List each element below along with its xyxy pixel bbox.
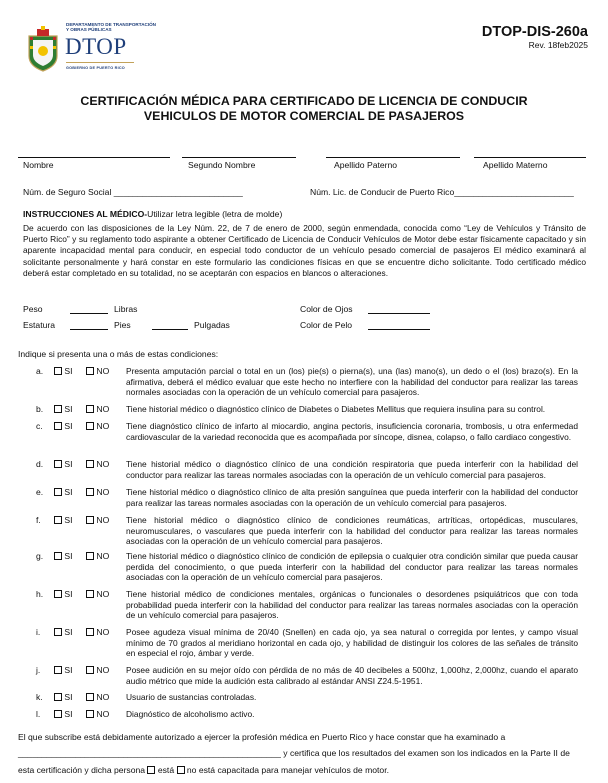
no-label: NO [96,515,110,525]
instructions-body: De acuerdo con las disposiciones de la Ley Núm. 22, de 7 de enero de 2000, según enmendada, conocida como “Ley de Vehículos y Tránsito de Puerto Rico” y su reglamento todo aspirante a obtener Certificado de Licencia de Conducir Vehículos de Motor debe estar físicamente capacitado y sin aparente incapacidad mental para conducir, en especial todo conductor de un vehículo pesado comercial de pasajeros El médico examinará al solicitante personalmente y hará constar en este formulario las condiciones físicas en que se encuentre dicho solicitante. Todo certificado médico deberá estar completado en su totalidad, no se aceptarán con espacios en blancos o alteraciones. [23,223,586,278]
footer-line-3 [18,765,389,775]
instructions-heading [23,209,282,219]
no-checkbox[interactable] [86,460,94,468]
estatura-pies-field[interactable] [70,329,108,330]
color-ojos-field[interactable] [368,313,430,314]
seguro-social-field[interactable]: Núm. de Seguro Social ___________________________ [23,187,243,197]
title-line-1: CERTIFICACIÓN MÉDICA PARA CERTIFICADO DE LICENCIA DE CONDUCIR [80,94,528,108]
si-checkbox[interactable] [54,628,62,636]
condition-letter: l. [36,709,41,719]
si-option[interactable] [54,459,73,469]
no-label: NO [96,404,110,414]
esta-checkbox[interactable] [147,766,155,774]
condition-text: Posee agudeza visual mínima de 20/40 (Snellen) en cada ojo, ya sea natural o corregida por lentes, y campo visual mínimo de 70 grados al meridiano horizontal en cada ojo, y habilidad de distinguir los colores de las señales de tránsito en especial el rojo, ámbar y verde. [126,627,578,659]
no-label: NO [96,589,110,599]
no-checkbox[interactable] [86,666,94,674]
condition-text: Tiene historial médico de condiciones mentales, orgánicas o funcionales o desordenes psiquiátricos que con toda probabilidad pueda interferir con la habilidad del conductor para realizar las tareas normales asociadas con la operación de un vehículo comercial para pasajeros. [126,589,578,621]
instructions-heading-note: Utilizar letra legible (letra de molde) [147,209,283,219]
department-name [66,22,166,33]
no-esta-checkbox[interactable] [177,766,185,774]
color-pelo-field[interactable] [368,329,430,330]
no-label: NO [96,665,110,675]
color-pelo-label: Color de Pelo [300,320,353,330]
page-title [0,94,608,124]
si-option[interactable] [54,627,73,637]
si-label: SI [64,459,73,469]
pulgadas-label: Pulgadas [194,320,230,330]
si-checkbox[interactable] [54,367,62,375]
seal-icon [24,26,62,72]
footer-line-2[interactable]: _______________________________________________________ y certifica que los resultados del examen son los indicados en la Parte II de [18,748,570,758]
si-option[interactable] [54,551,73,561]
si-checkbox[interactable] [54,488,62,496]
peso-label: Peso [23,304,43,314]
condition-text: Tiene historial médico o diagnóstico clínico de Diabetes o Diabetes Mellitus que requiera insulina para su control. [126,404,546,414]
footer-line-3-start: esta certificación y dicha persona [18,765,146,775]
no-option[interactable] [86,692,109,702]
instructions-heading-bold: INSTRUCCIONES AL MÉDICO- [23,209,148,219]
si-option[interactable] [54,487,73,497]
conditions-intro: Indique si presenta una o más de estas condiciones: [18,349,219,359]
no-option[interactable] [86,627,109,637]
condition-text: Diagnóstico de alcoholismo activo. [126,709,255,719]
estatura-pulgadas-field[interactable] [152,329,188,330]
no-option[interactable] [86,421,109,431]
no-option[interactable] [86,404,109,414]
si-option[interactable] [54,709,73,719]
no-option[interactable] [86,551,109,561]
no-option[interactable] [86,459,109,469]
no-checkbox[interactable] [86,367,94,375]
condition-letter: c. [36,421,43,431]
esta-label: está [157,765,175,775]
si-option[interactable] [54,404,73,414]
condition-letter: d. [36,459,44,469]
si-checkbox[interactable] [54,516,62,524]
condition-letter: a. [36,366,44,376]
si-label: SI [64,421,73,431]
si-label: SI [64,487,73,497]
no-label: NO [96,627,110,637]
nombre-field[interactable] [18,157,170,158]
no-checkbox[interactable] [86,710,94,718]
government-name: GOBIERNO DE PUERTO RICO [66,66,125,70]
condition-letter: b. [36,404,44,414]
si-option[interactable] [54,366,73,376]
no-label: NO [96,709,110,719]
condition-letter: h. [36,589,44,599]
condition-text: Tiene historial médico o diagnóstico clínico de condiciones reumáticas, artríticas, ortopédicas, musculares, neuromusculares, o vasculares que pueda interferir con la habilidad del conductor para realizar las tareas normales asociadas con la operación de un vehículo comercial para pasajeros. [126,515,578,547]
segundo-nombre-label: Segundo Nombre [188,160,256,170]
estatura-label: Estatura [23,320,56,330]
no-option[interactable] [86,515,109,525]
no-checkbox[interactable] [86,516,94,524]
si-checkbox[interactable] [54,590,62,598]
condition-letter: j. [36,665,41,675]
si-label: SI [64,515,73,525]
licencia-field[interactable]: Núm. Lic. de Conducir de Puerto Rico_________________________ [310,187,574,197]
no-checkbox[interactable] [86,552,94,560]
si-checkbox[interactable] [54,422,62,430]
document-revision: Rev. 18feb2025 [528,40,588,50]
condition-text: Usuario de sustancias controladas. [126,692,257,702]
no-checkbox[interactable] [86,488,94,496]
apellido-materno-field[interactable] [474,157,586,158]
condition-letter: g. [36,551,44,561]
si-checkbox[interactable] [54,693,62,701]
no-option[interactable] [86,589,109,599]
si-checkbox[interactable] [54,405,62,413]
footer-line-1: El que subscribe está debidamente autorizado a ejercer la profesión médica en Puerto Rico y hace constar que ha examinado a [18,732,506,742]
peso-field[interactable] [70,313,108,314]
no-checkbox[interactable] [86,693,94,701]
si-checkbox[interactable] [54,710,62,718]
no-label: NO [96,487,110,497]
no-label: NO [96,366,110,376]
si-label: SI [64,551,73,561]
condition-letter: f. [36,515,41,525]
segundo-nombre-field[interactable] [182,157,296,158]
logo-divider [66,62,134,63]
dept-line-1: DEPARTAMENTO DE TRANSPORTACIÓN [66,22,157,27]
libras-label: Libras [114,304,138,314]
no-checkbox[interactable] [86,405,94,413]
si-option[interactable] [54,692,73,702]
condition-text: Tiene historial médico o diagnóstico clínico de alta presión sanguínea que pueda interferir con la habilidad del conductor para realizar las tareas normales asociadas con la operación de un vehículo comercial para pasajeros. [126,487,578,508]
apellido-paterno-field[interactable] [326,157,460,158]
si-label: SI [64,692,73,702]
no-option[interactable] [86,665,109,675]
condition-text: Tiene historial médico o diagnóstico clínico de condición de epilepsia o cualquier otra condición similar que pueda causar perdida del conocimiento, o que pueda interferir con la habilidad del conductor para realizar las tareas normales asociadas con la operación de un vehículo comercial para pasajeros. [126,551,578,583]
si-label: SI [64,709,73,719]
si-label: SI [64,404,73,414]
si-option[interactable] [54,421,73,431]
si-checkbox[interactable] [54,666,62,674]
condition-text: Tiene historial médico o diagnóstico clínico de una condición respiratoria que pueda interferir con la habilidad del conductor para realizar las tareas normales asociadas con la operación de un vehículo comercial para pasajeros. [126,459,578,480]
apellido-paterno-label: Apellido Paterno [334,160,398,170]
no-checkbox[interactable] [86,628,94,636]
no-label: NO [96,692,110,702]
color-ojos-label: Color de Ojos [300,304,353,314]
no-label: NO [96,421,110,431]
si-label: SI [64,665,73,675]
no-esta-label: no está capacitada para manejar vehículos de motor. [186,765,389,775]
condition-letter: i. [36,627,41,637]
si-option[interactable] [54,589,73,599]
logo-text: DTOP [65,34,127,59]
condition-text: Posee audición en su mejor oído con pérdida de no más de 40 decibeles a 500hz, 1,000hz, 2,000hz, cuando el aparato audio métrico que mide la audición esta calibrado al estándar ANSI Z24.5-1951. [126,665,578,686]
no-option[interactable] [86,366,109,376]
nombre-label: Nombre [23,160,54,170]
no-checkbox[interactable] [86,590,94,598]
si-label: SI [64,589,73,599]
no-label: NO [96,551,110,561]
si-label: SI [64,627,73,637]
dept-line-2: Y OBRAS PÚBLICAS [66,27,112,33]
no-checkbox[interactable] [86,422,94,430]
no-option[interactable] [86,487,109,497]
apellido-materno-label: Apellido Materno [483,160,548,170]
condition-letter: k. [36,692,43,702]
pies-label: Pies [114,320,131,330]
condition-text: Presenta amputación parcial o total en un (los) pie(s) o pierna(s), una (las) mano(s), un dedo o el (los) brazo(s). En la afirmativa, deberá el médico evaluar que este hecho no interfiere con la habilidad del conductor para realizar las tareas normales asociadas con la operación de un vehículo comercial para pasajeros. [126,366,578,398]
document-code: DTOP-DIS-260a [481,24,588,40]
title-line-2: VEHICULOS DE MOTOR COMERCIAL DE PASAJEROS [143,109,465,123]
dtop-logo [24,22,164,76]
si-option[interactable] [54,515,73,525]
no-option[interactable] [86,709,109,719]
no-label: NO [96,459,110,469]
si-checkbox[interactable] [54,460,62,468]
si-label: SI [64,366,73,376]
si-option[interactable] [54,665,73,675]
condition-text: Tiene diagnóstico clínico de infarto al miocardio, angina pectoris, insuficiencia coronaria, trombosis, u otra enfermedad cardiovascular de la variedad reconocida que es acompañada por síncope, disnea, colapso, o fallo cardiaco congestivo. [126,421,578,442]
si-checkbox[interactable] [54,552,62,560]
condition-letter: e. [36,487,44,497]
